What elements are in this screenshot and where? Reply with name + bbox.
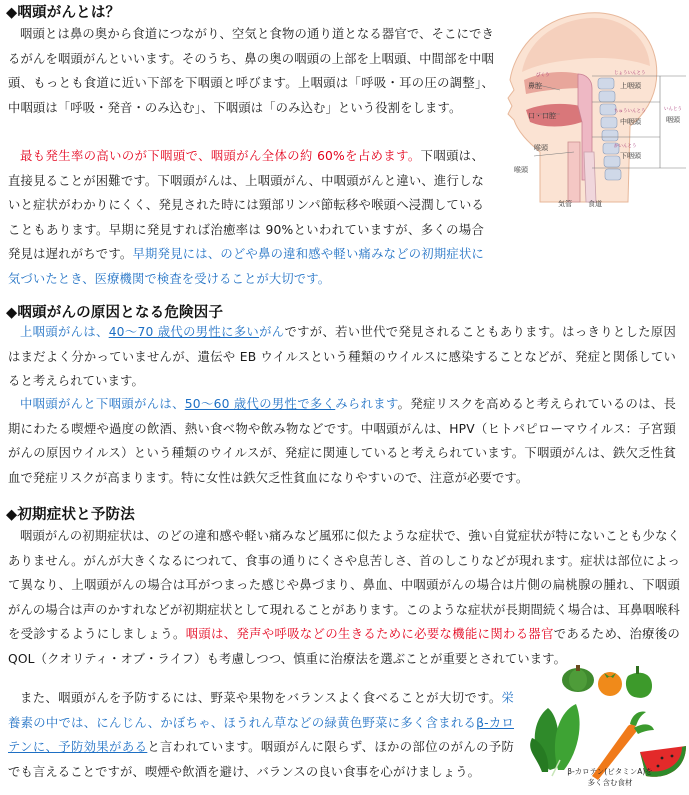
svg-text:じょういんとう: じょういんとう [614,71,646,76]
definition-text: 咽頭とは鼻の奥から食道につながり、空気と食物の通り道となる器官で、そこにできるがんを咽頭がんといいます。そのうち、鼻の奥の咽頭の上部を上咽頭、中間部を中咽頭、もっとも食道に近い下部を下咽頭と呼びます。上咽頭は「呼吸・耳の圧の調整」、中咽頭は「呼吸・発音・のみ込む」、下咽頭は「のみ込む」という役割をします。 [8,27,494,115]
label-nasal-cavity: 鼻腔 [528,82,542,90]
middle-lower-suffix: みられます [335,397,398,411]
incidence-text: 下咽頭は、直接見ることが困難です。下咽頭がんは、上咽頭がん、中咽頭がんと違い、進行しないと症状がわかりにくく、発見された時には頸部リンパ節転移や喉頭へ浸潤していることもあります。早期に発見すれば治癒率は 90%といわれていますが、多くの場合発見は遅れがちです。 [8,149,484,261]
organ-function-highlight: 咽頭は、発声や呼吸などの生きるために必要な機能に関わる器官 [185,627,554,641]
svg-text:びくう: びくう [536,73,550,78]
pharynx-anatomy-illustration [500,2,686,208]
treatment-text: であるため、治療後の QOL（クオリティ・オブ・ライフ）も考慮しつつ、慎重に治療法を選ぶことが重要とされています。 [8,627,680,666]
svg-text:ちゅういんとう: ちゅういんとう [614,109,646,114]
prevention-closing: と言われています。咽頭がんに限らず、ほかの部位のがんの予防でも言えることですが、喫煙や飲酒を避け、バランスの良い食事を心がけましょう。 [8,740,514,779]
beta-carotene-effect: β-カロテンに、予防効果がある [8,715,514,754]
paragraph-upper-pharynx-risk [8,320,676,394]
beta-carotene-note: 栄養素の中では、にんじん、かぼちゃ、ほうれん草などの緑黄色野菜に多く含まれる [8,691,514,730]
middle-lower-text: 。発症リスクを高めると考えられているのは、長期にわたる喫煙や過度の飲酒、熱い食べ物や飲み物などです。中咽頭がんは、HPV（ヒトパピローマウイルス：子宮頸がんの原因ウイルス）という種類のウイルスが、発症に関連していると考えられています。下咽頭がんは、鉄欠乏性貧血で発症リスクが高まります。特に女性は鉄欠乏性貧血になりやすいので、注意が必要です。 [8,397,676,485]
label-upper-pharynx: 上咽頭 [620,82,641,90]
section-heading-what-is: ◆咽頭がんとは？ [6,5,121,21]
label-middle-pharynx: 中咽頭 [620,118,641,126]
label-oral-cavity: 口・口腔 [528,112,556,120]
prevention-text: また、咽頭がんを予防するには、野菜や果物をバランスよく食べることが大切です。 [20,691,502,705]
pepper-icon [626,666,652,698]
upper-pharynx-subject: 上咽頭がんは、 [20,325,109,339]
pumpkin-icon [562,665,594,692]
section-heading-symptoms-prevention: ◆初期症状と予防法 [6,507,135,523]
vegetables-caption [545,766,675,788]
caption-line-1: β-カロテン(ビタミンA)を [567,767,653,776]
paragraph-prevention [8,686,514,784]
upper-pharynx-age-range: 40～70 歳代の男性に多い [108,325,260,339]
paragraph-definition [8,22,494,120]
upper-pharynx-text: ですが、若い世代で発見されることもあります。はっきりとした原因はまだよく分かっていませんが、遺伝や EB ウイルスという種類のウイルスに感染することなどが、発症と関係していると考えられています。 [8,325,676,388]
paragraph-incidence [8,144,484,291]
caption-line-2: 多く含む食材 [587,778,633,787]
label-trachea: 気管 [558,200,572,208]
svg-text:いんとう: いんとう [664,107,682,112]
tomato-icon [598,672,622,696]
symptoms-text: 咽頭がんの初期症状は、のどの違和感や軽い痛みなど風邪に似たような症状で、強い自覚症状が特にないことも少なくありません。がんが大きくなるにつれて、食事の通りにくさや息苦しさ、首のしこりなどが現れます。症状は部位によって異なり、上咽頭がんの場合は耳がつまった感じや鼻づまり、鼻血、中咽頭がんの場合は片側の扁桃腺の腫れ、下咽頭がんの場合は声のかすれなどが初期症状として現れることがあります。このような症状が長期間続く場合は、耳鼻咽喉科を受診するようにしましょう。 [8,529,680,641]
label-pharynx: 咽頭 [666,116,680,124]
upper-pharynx-suffix: がん [259,325,285,339]
middle-lower-subject: 中咽頭がんと下咽頭がんは、 [20,397,185,411]
paragraph-middle-lower-risk [8,392,676,490]
svg-text:かいんとう: かいんとう [614,144,637,149]
label-larynx: 喉頭 [534,144,548,152]
label-larynx-lower: 喉頭 [514,166,528,174]
label-lower-pharynx: 下咽頭 [620,152,641,160]
incidence-highlight: 最も発生率の高いのが下咽頭で、咽頭がん全体の約 60%を占めます。 [20,149,421,163]
label-esophagus: 食道 [588,200,602,208]
paragraph-symptoms [8,524,680,671]
middle-lower-age-range: 50～60 歳代の男性で多く [184,397,336,411]
early-detection-note: 早期発見には、のどや鼻の違和感や軽い痛みなどの初期症状に気づいたとき、医療機関で検査を受けることが大切です。 [8,247,484,286]
section-heading-risk-factors: ◆咽頭がんの原因となる危険因子 [6,305,224,321]
